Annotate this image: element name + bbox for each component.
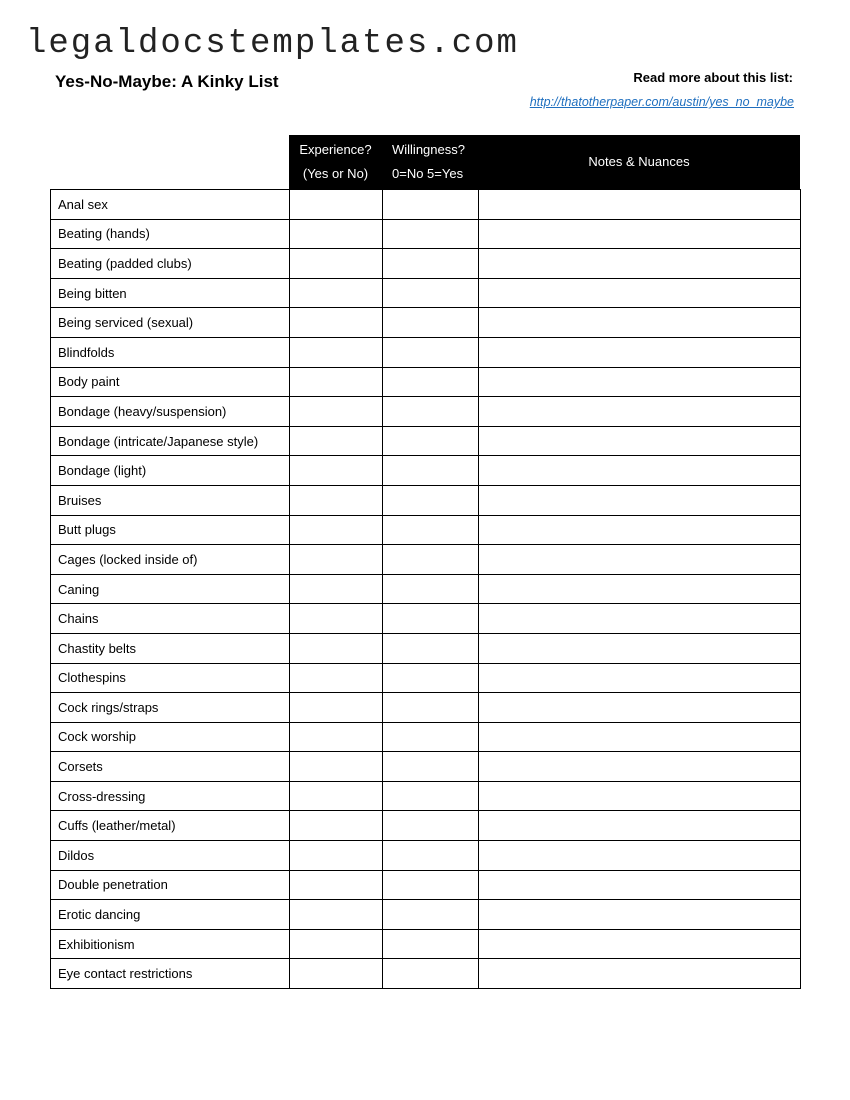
experience-cell[interactable] [290,900,383,930]
notes-header: Notes & Nuances [588,154,690,169]
willingness-cell[interactable] [383,929,479,959]
notes-cell[interactable] [479,870,801,900]
notes-cell[interactable] [479,190,801,220]
notes-cell[interactable] [479,811,801,841]
activity-label: Being bitten [51,278,290,308]
experience-cell[interactable] [290,219,383,249]
willingness-cell[interactable] [383,574,479,604]
experience-cell[interactable] [290,604,383,634]
experience-cell[interactable] [290,456,383,486]
willingness-cell[interactable] [383,781,479,811]
notes-cell[interactable] [479,219,801,249]
experience-header [289,135,382,189]
activity-label: Eye contact restrictions [51,959,290,989]
willingness-cell[interactable] [383,367,479,397]
willingness-cell[interactable] [383,397,479,427]
table-row [51,929,801,959]
table-row [51,574,801,604]
table-row [51,752,801,782]
experience-cell[interactable] [290,781,383,811]
table-row [51,841,801,871]
notes-cell[interactable] [479,397,801,427]
table-row [51,367,801,397]
experience-cell[interactable] [290,397,383,427]
experience-cell[interactable] [290,337,383,367]
experience-cell[interactable] [290,663,383,693]
document-title: Yes-No-Maybe: A Kinky List [55,72,279,91]
table-row [51,456,801,486]
activity-label: Chastity belts [51,633,290,663]
experience-cell[interactable] [290,485,383,515]
kink-list-table [50,189,801,989]
activity-label: Beating (padded clubs) [51,249,290,279]
activity-label: Bondage (heavy/suspension) [51,397,290,427]
notes-cell[interactable] [479,249,801,279]
willingness-cell[interactable] [383,219,479,249]
notes-cell[interactable] [479,337,801,367]
source-link[interactable]: http://thatotherpaper.com/austin/yes_no_maybe [529,95,794,109]
experience-cell[interactable] [290,929,383,959]
table-row [51,308,801,338]
activity-label: Dildos [51,841,290,871]
experience-cell[interactable] [290,545,383,575]
experience-cell[interactable] [290,693,383,723]
willingness-cell[interactable] [383,752,479,782]
notes-cell[interactable] [479,722,801,752]
table-row [51,426,801,456]
experience-cell[interactable] [290,722,383,752]
table-row [51,900,801,930]
experience-cell[interactable] [290,841,383,871]
activity-label: Bondage (intricate/Japanese style) [51,426,290,456]
experience-cell[interactable] [290,870,383,900]
willingness-cell[interactable] [383,515,479,545]
activity-label: Cock worship [51,722,290,752]
table-row [51,811,801,841]
notes-cell[interactable] [479,900,801,930]
willingness-cell[interactable] [383,900,479,930]
willingness-header-line2: 0=No 5=Yes [392,166,464,181]
site-brand: legaldocstemplates.com [26,25,519,63]
table-row [51,693,801,723]
activity-label: Blindfolds [51,337,290,367]
notes-cell[interactable] [479,515,801,545]
notes-cell[interactable] [479,929,801,959]
notes-cell[interactable] [479,426,801,456]
activity-label: Bondage (light) [51,456,290,486]
activity-label: Beating (hands) [51,219,290,249]
table-row [51,722,801,752]
table-row [51,633,801,663]
experience-cell[interactable] [290,426,383,456]
table-header [289,135,800,189]
table-row [51,485,801,515]
notes-cell[interactable] [479,545,801,575]
notes-cell[interactable] [479,781,801,811]
experience-cell[interactable] [290,633,383,663]
activity-label: Body paint [51,367,290,397]
activity-label: Butt plugs [51,515,290,545]
notes-cell[interactable] [479,485,801,515]
experience-cell[interactable] [290,959,383,989]
table-row [51,278,801,308]
activity-label: Double penetration [51,870,290,900]
read-more-label: Read more about this list: [633,70,793,85]
activity-label: Corsets [51,752,290,782]
experience-cell[interactable] [290,811,383,841]
table-row [51,249,801,279]
table-row [51,190,801,220]
willingness-cell[interactable] [383,278,479,308]
activity-label: Bruises [51,485,290,515]
experience-cell[interactable] [290,515,383,545]
experience-cell[interactable] [290,249,383,279]
table-row [51,397,801,427]
experience-cell[interactable] [290,752,383,782]
notes-cell[interactable] [479,959,801,989]
table-row [51,604,801,634]
willingness-cell[interactable] [383,249,479,279]
notes-cell[interactable] [479,456,801,486]
table-row [51,781,801,811]
activity-label: Cock rings/straps [51,693,290,723]
activity-label: Chains [51,604,290,634]
activity-label: Cages (locked inside of) [51,545,290,575]
willingness-cell[interactable] [383,604,479,634]
willingness-cell[interactable] [383,426,479,456]
willingness-cell[interactable] [383,870,479,900]
notes-cell[interactable] [479,308,801,338]
willingness-cell[interactable] [383,663,479,693]
table-row [51,959,801,989]
activity-label: Anal sex [51,190,290,220]
activity-label: Cuffs (leather/metal) [51,811,290,841]
experience-cell[interactable] [290,574,383,604]
willingness-cell[interactable] [383,485,479,515]
notes-cell[interactable] [479,633,801,663]
willingness-cell[interactable] [383,959,479,989]
experience-cell[interactable] [290,190,383,220]
willingness-cell[interactable] [383,811,479,841]
willingness-cell[interactable] [383,722,479,752]
willingness-cell[interactable] [383,190,479,220]
table-row [51,337,801,367]
willingness-cell[interactable] [383,545,479,575]
willingness-header [382,135,478,189]
experience-header-line1: Experience? [299,142,372,157]
willingness-cell[interactable] [383,456,479,486]
activity-label: Caning [51,574,290,604]
table-row [51,663,801,693]
notes-cell[interactable] [479,841,801,871]
activity-label: Being serviced (sexual) [51,308,290,338]
willingness-cell[interactable] [383,693,479,723]
notes-cell[interactable] [479,604,801,634]
notes-cell[interactable] [479,278,801,308]
experience-cell[interactable] [290,367,383,397]
notes-cell[interactable] [479,693,801,723]
willingness-cell[interactable] [383,841,479,871]
willingness-header-line1: Willingness? [392,142,465,157]
activity-label: Cross-dressing [51,781,290,811]
table-row [51,219,801,249]
activity-label: Exhibitionism [51,929,290,959]
notes-cell[interactable] [479,752,801,782]
notes-cell[interactable] [479,574,801,604]
experience-cell[interactable] [290,278,383,308]
notes-cell[interactable] [479,663,801,693]
table-row [51,545,801,575]
willingness-cell[interactable] [383,633,479,663]
activity-label: Clothespins [51,663,290,693]
notes-cell[interactable] [479,367,801,397]
table-row [51,870,801,900]
experience-header-line2: (Yes or No) [302,166,369,181]
willingness-cell[interactable] [383,308,479,338]
activity-label: Erotic dancing [51,900,290,930]
experience-cell[interactable] [290,308,383,338]
table-row [51,515,801,545]
willingness-cell[interactable] [383,337,479,367]
